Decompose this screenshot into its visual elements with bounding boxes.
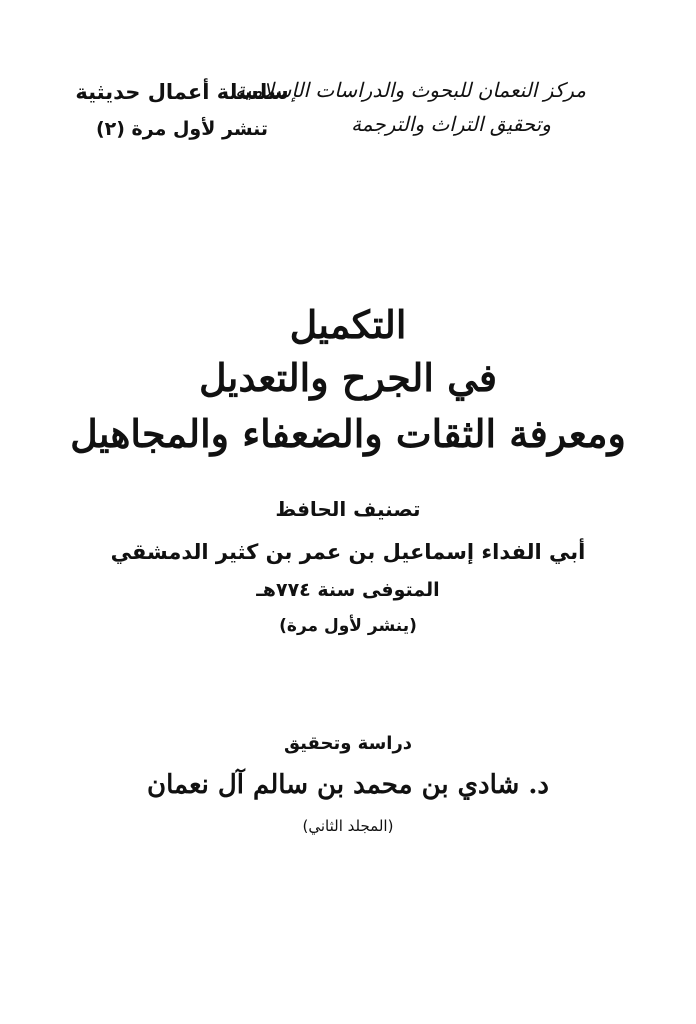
book-title-line-2: في الجرح والتعديل (198, 355, 498, 400)
author-name: أبي الفداء إسماعيل بن عمر بن كثير الدمشقي (110, 540, 586, 564)
publisher-header (235, 78, 586, 136)
series-number: تنشر لأول مرة (٢) (95, 118, 269, 140)
series-name: سلسلة أعمال حديثية (75, 80, 289, 104)
first-publication-note: (ينشر لأول مرة) (279, 616, 417, 636)
book-title-line-3: ومعرفة الثقات والضعفاء والمجاهيل (70, 411, 626, 456)
volume-label: (المجلد الثاني) (302, 817, 394, 835)
publisher-subtitle: وتحقيق التراث والترجمة (351, 112, 551, 136)
compiled-by-label: تصنيف الحافظ (275, 497, 421, 521)
book-title-line-1: التكميل (289, 302, 407, 347)
study-label: دراسة وتحقيق (283, 733, 413, 754)
author-death-year: المتوفى سنة ٧٧٤هـ (256, 579, 440, 601)
publisher-name: مركز النعمان للبحوث والدراسات الإسلامية (235, 78, 586, 102)
editor-section (0, 727, 696, 841)
author-section (0, 492, 696, 644)
editor-name: د. شادي بن محمد بن سالم آل نعمان (147, 770, 549, 800)
series-header (72, 80, 292, 140)
book-title (0, 300, 696, 462)
